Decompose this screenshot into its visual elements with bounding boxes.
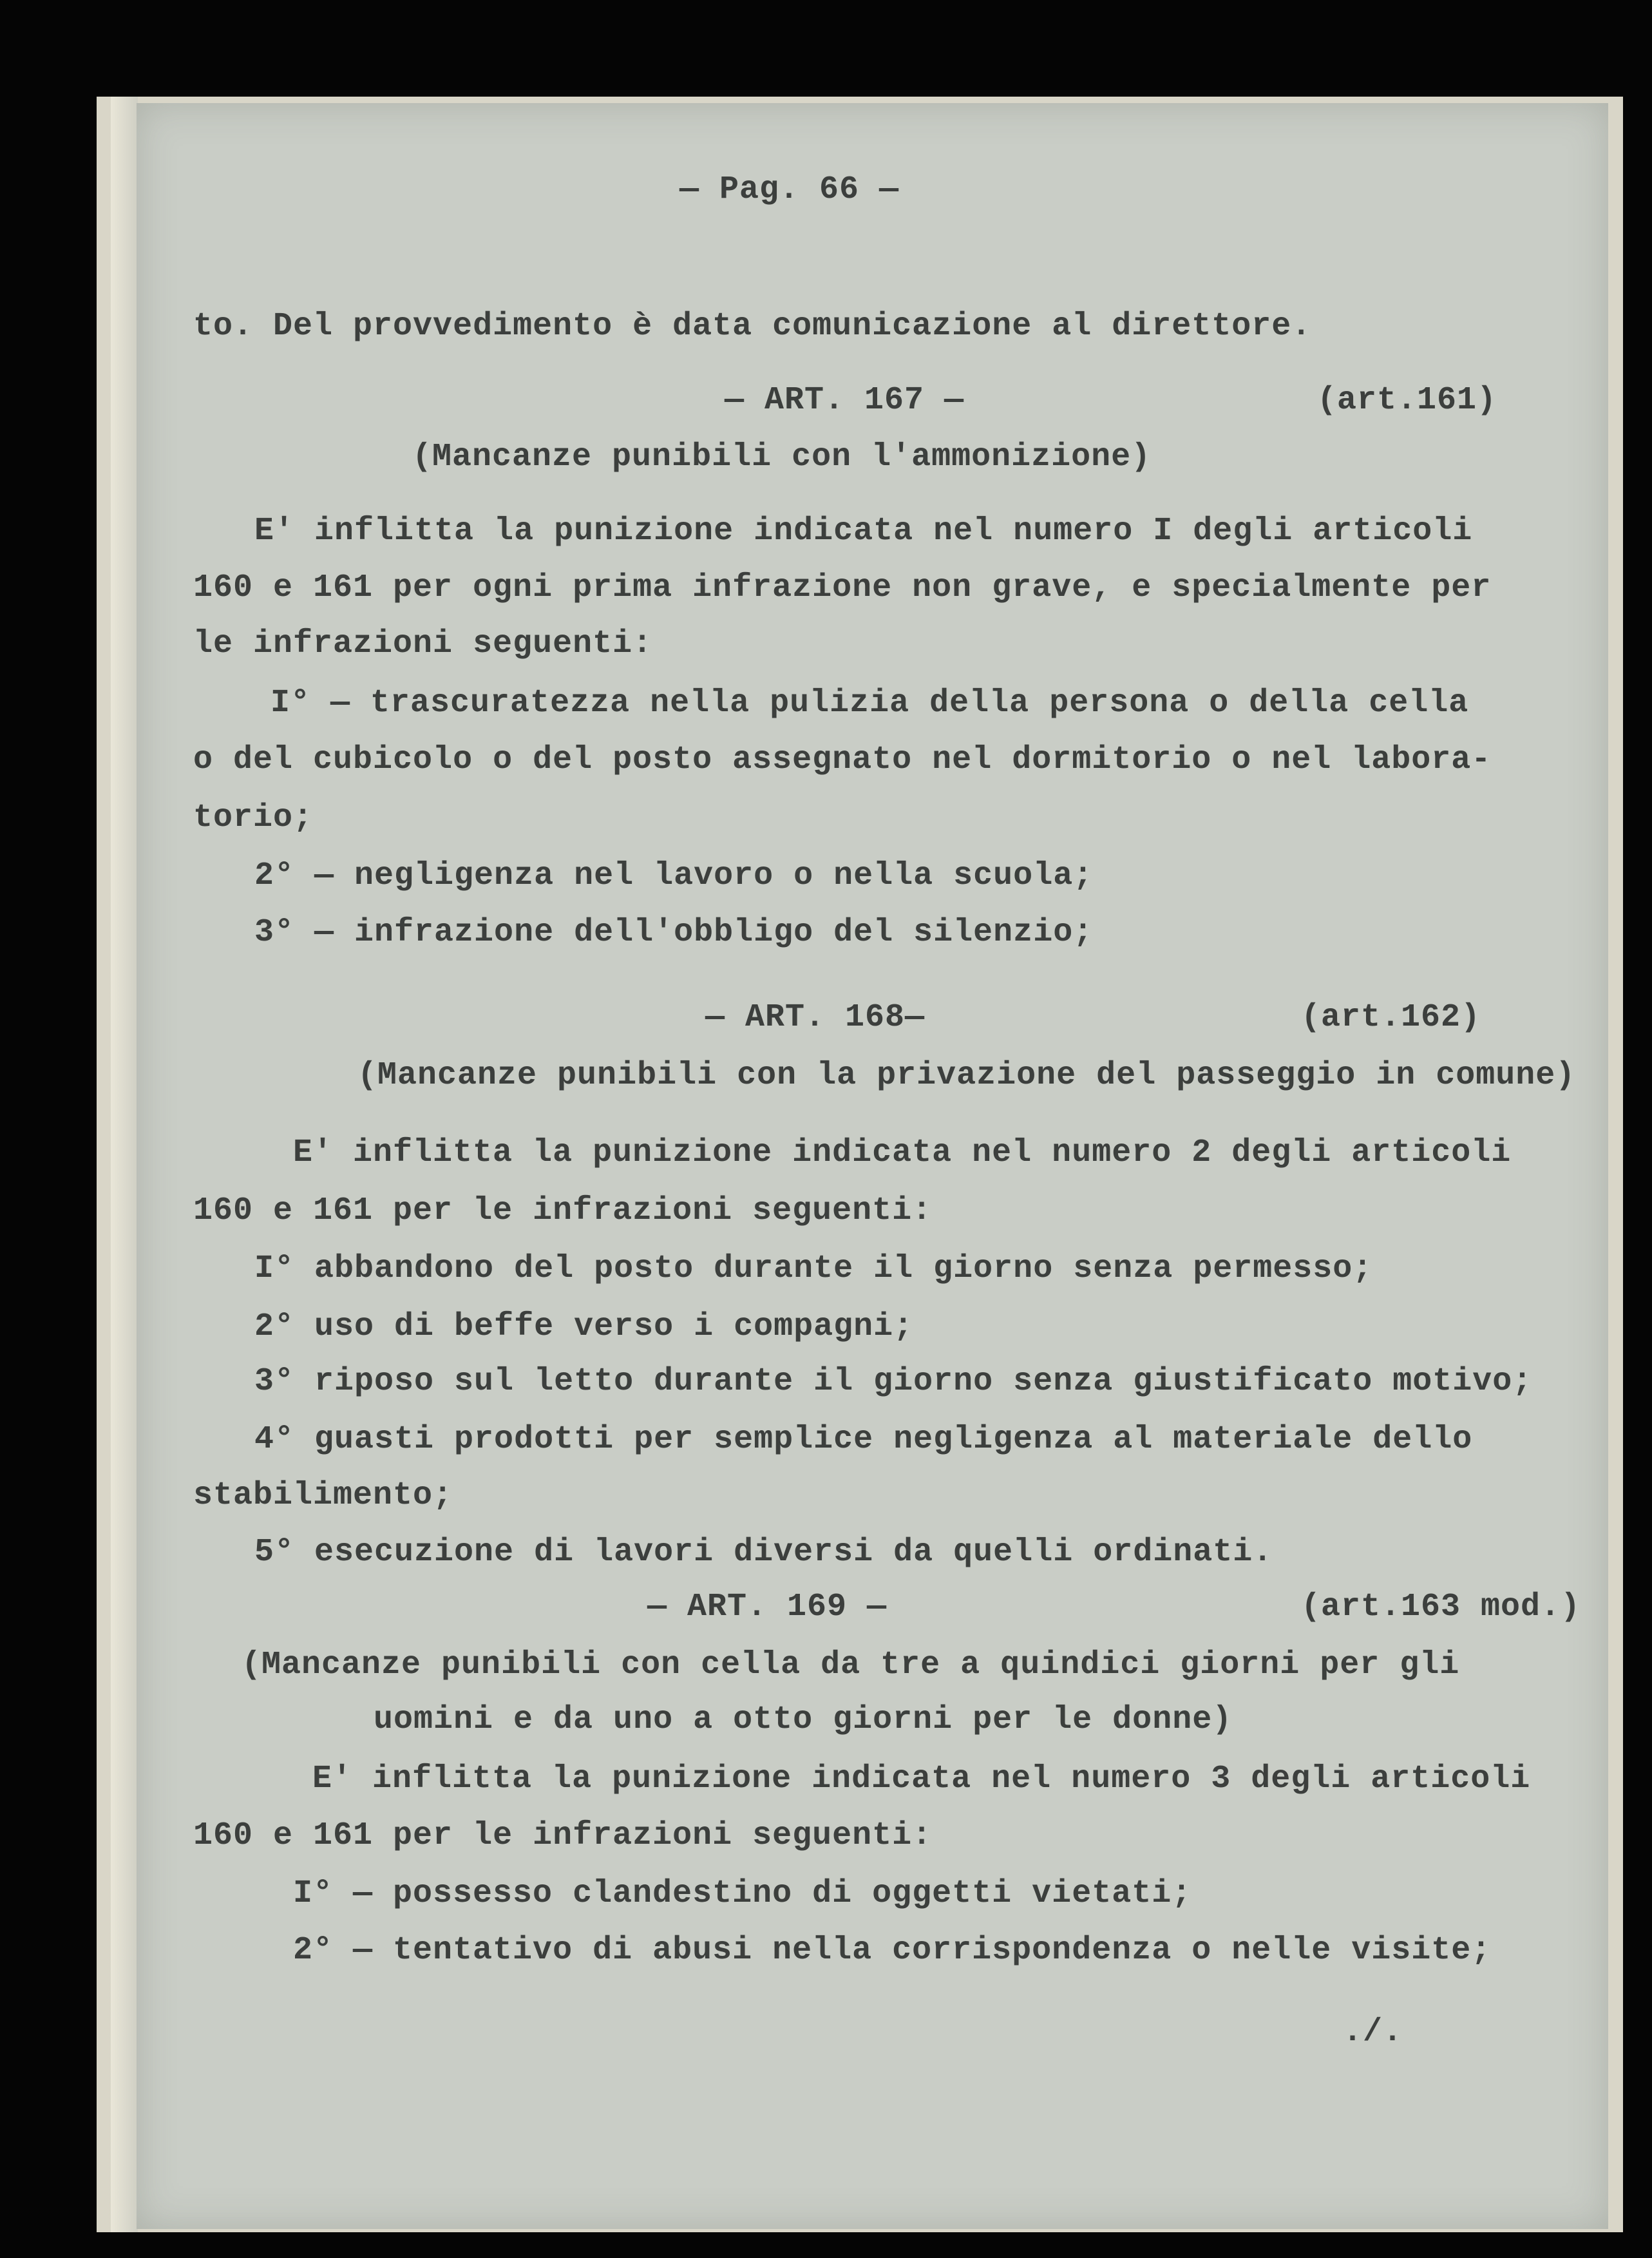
text-line: 160 e 161 per ogni prima infrazione non grave, e specialmente per [193,569,1492,606]
list-item: I° — possesso clandestino di oggetti vietati; [293,1875,1192,1912]
text-line: 160 e 161 per le infrazioni seguenti: [193,1192,933,1229]
list-item: 3° riposo sul letto durante il giorno senza giustificato motivo; [254,1363,1533,1400]
article-subtitle: (Mancanze punibili con l'ammonizione) [412,439,1152,475]
text-line: o del cubicolo o del posto assegnato nel dormitorio o nel labora- [193,742,1492,778]
article-reference: (art.163 mod.) [1301,1589,1581,1625]
article-reference: (art.161) [1317,382,1497,419]
list-item: I° — trascuratezza nella pulizia della persona o della cella [271,685,1469,722]
article-heading: — ART. 167 — [725,382,965,419]
article-subtitle: (Mancanze punibili con cella da tre a quindici giorni per gli [242,1647,1460,1683]
text-line: stabilimento; [193,1477,453,1514]
text-line: torio; [193,799,314,836]
continuation-mark: ./. [1343,2014,1403,2051]
article-reference: (art.162) [1301,999,1481,1036]
list-item: 2° — tentativo di abusi nella corrispondenza o nelle visite; [293,1932,1492,1969]
article-heading: — ART. 168— [705,999,926,1036]
list-item: 3° — infrazione dell'obbligo del silenzio; [254,914,1094,951]
list-item: 2° uso di beffe verso i compagni; [254,1308,914,1345]
text-line: E' inflitta la punizione indicata nel numero I degli articoli [254,513,1473,550]
text-line: E' inflitta la punizione indicata nel numero 3 degli articoli [312,1761,1531,1797]
text-line: to. Del provvedimento è data comunicazione al direttore. [193,308,1312,345]
article-heading: — ART. 169 — [647,1589,888,1625]
text-line: le infrazioni seguenti: [193,626,653,662]
article-subtitle: uomini e da uno a otto giorni per le donne) [374,1701,1233,1738]
list-item: I° abbandono del posto durante il giorno senza permesso; [254,1250,1373,1287]
page-header: — Pag. 66 — [679,171,900,208]
list-item: 2° — negligenza nel lavoro o nella scuola; [254,857,1094,894]
list-item: 4° guasti prodotti per semplice negligenza al materiale dello [254,1421,1473,1458]
list-item: 5° esecuzione di lavori diversi da quelli ordinati. [254,1534,1273,1571]
paper-edge [111,97,138,2232]
text-line: 160 e 161 per le infrazioni seguenti: [193,1817,933,1854]
article-subtitle: (Mancanze punibili con la privazione del passeggio in comune) [357,1057,1576,1094]
text-line: E' inflitta la punizione indicata nel numero 2 degli articoli [293,1134,1512,1171]
